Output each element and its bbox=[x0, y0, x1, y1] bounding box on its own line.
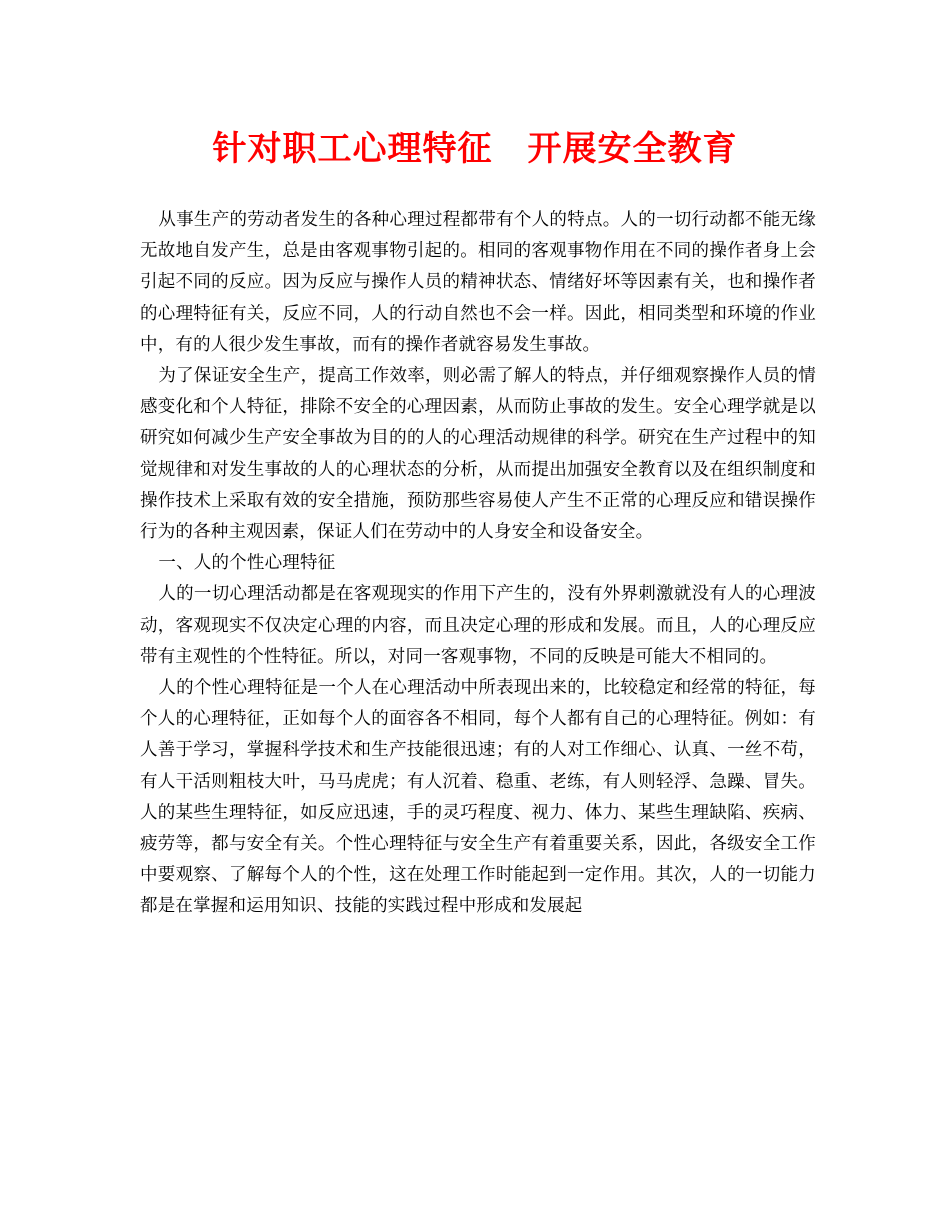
paragraph-intro: 从事生产的劳动者发生的各种心理过程都带有个人的特点。人的一切行动都不能无缘无故地自发产生，总是由客观事物引起的。相同的客观事物作用在不同的操作者身上会引起不同的反应。因为反应与操作人员的精神状态、情绪好坏等因素有关，也和操作者的心理特征有关，反应不同，人的行动自然也不会一样。因此，相同类型和环境的作业中，有的人很少发生事故，而有的操作者就容易发生事故。 bbox=[140, 210, 816, 355]
document-title: 针对职工心理特征 开展安全教育 bbox=[212, 129, 738, 169]
paragraph-safety-psychology: 为了保证安全生产，提高工作效率，则必需了解人的特点，并仔细观察操作人员的情感变化和个人特征，排除不安全的心理因素，从而防止事故的发生。安全心理学就是以研究如何减少生产安全事故为目的的人的心理活动规律的科学。研究在生产过程中的知觉规律和对发生事故的人的心理状态的分析，从而提出加强安全教育以及在组织制度和操作技术上采取有效的安全措施，预防那些容易使人产生不正常的心理反应和错误操作行为的各种主观因素，保证人们在劳动中的人身安全和设备安全。 bbox=[140, 366, 816, 543]
paragraph-individual-traits: 人的个性心理特征是一个人在心理活动中所表现出来的，比较稳定和经常的特征，每个人的心理特征，正如每个人的面容各不相同，每个人都有自己的心理特征。例如：有人善于学习，掌握科学技术和生产技能很迅速；有的人对工作细心、认真、一丝不苟，有人干活则粗枝大叶，马马虎虎；有人沉着、稳重、老练，有人则轻浮、急躁、冒失。人的某些生理特征，如反应迅速，手的灵巧程度、视力、体力、某些生理缺陷、疾病、疲劳等，都与安全有关。个性心理特征与安全生产有着重要关系，因此，各级安全工作中要观察、了解每个人的个性，这在处理工作时能起到一定作用。其次，人的一切能力都是在掌握和运用知识、技能的实践过程中形成和发展起 bbox=[140, 678, 816, 917]
section-heading: 一、人的个性心理特征 bbox=[158, 553, 336, 574]
paragraph-objective-reality: 人的一切心理活动都是在客观现实的作用下产生的，没有外界刺激就没有人的心理波动，客观现实不仅决定心理的内容，而且决定心理的形成和发展。而且，人的心理反应带有主观性的个性特征。所以，对同一客观事物，不同的反映是可能大不相同的。 bbox=[140, 584, 816, 667]
document-body bbox=[140, 205, 816, 923]
